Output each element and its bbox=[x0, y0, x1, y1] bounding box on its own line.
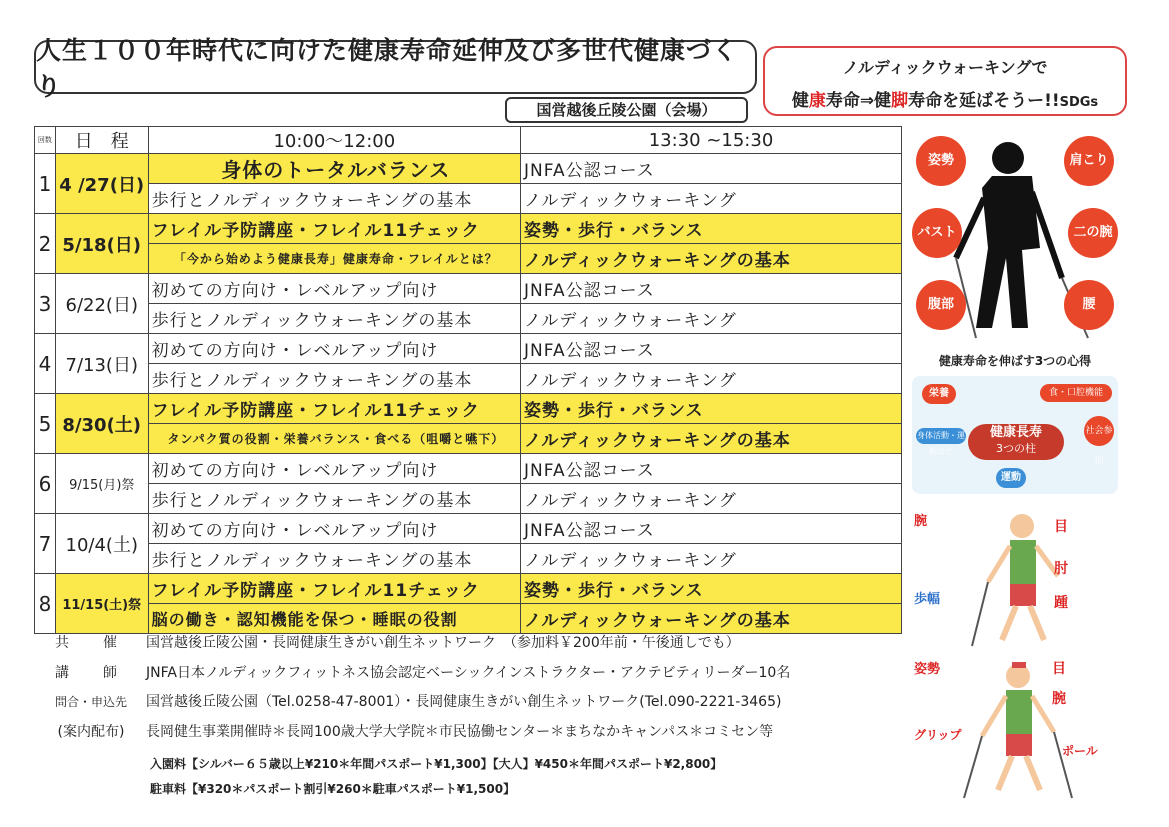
circle-waist: 腰 bbox=[1064, 280, 1114, 330]
row-num: 7 bbox=[35, 514, 56, 574]
row-num: 1 bbox=[35, 154, 56, 214]
circle-posture: 姿勢 bbox=[916, 136, 966, 186]
row-date: 4 /27(日) bbox=[55, 154, 148, 214]
row-pm-sub: ノルディックウォーキングの基本 bbox=[521, 604, 902, 634]
health-pillars-illustration bbox=[912, 376, 1118, 494]
row-am-title: 初めての方向け・レベルアップ向け bbox=[148, 514, 520, 544]
pillar-oral: 食・口腔機能 bbox=[1040, 384, 1112, 402]
row-pm-title: JNFA公認コース bbox=[521, 154, 902, 184]
venue-label: 国営越後丘陵公園（会場） bbox=[505, 97, 748, 123]
pillar-social: 社会参加 bbox=[1084, 416, 1114, 446]
table-row bbox=[35, 214, 902, 244]
schedule-table bbox=[34, 126, 902, 634]
table-row bbox=[35, 514, 902, 544]
row-date: 6/22(日) bbox=[55, 274, 148, 334]
pillar-nutrition: 栄養 bbox=[922, 384, 956, 404]
row-am-title: フレイル予防講座・フレイル11チェック bbox=[148, 574, 520, 604]
header-am: 10:00～12:00 bbox=[148, 127, 520, 154]
row-pm-sub: ノルディックウォーキング bbox=[521, 364, 902, 394]
walk1-stride: 歩幅 bbox=[914, 592, 941, 607]
table-row bbox=[35, 424, 902, 454]
circle-shoulder: 肩こり bbox=[1064, 136, 1114, 186]
table-row bbox=[35, 574, 902, 604]
row-date: 9/15(月)祭 bbox=[55, 454, 148, 514]
row-num: 4 bbox=[35, 334, 56, 394]
caption-three-tips: 健康寿命を伸ばす3つの心得 bbox=[938, 354, 1092, 368]
row-num: 6 bbox=[35, 454, 56, 514]
row-pm-title: JNFA公認コース bbox=[521, 334, 902, 364]
table-row bbox=[35, 544, 902, 574]
row-num: 2 bbox=[35, 214, 56, 274]
table-header bbox=[35, 127, 902, 154]
circle-upper-arm: 二の腕 bbox=[1068, 208, 1118, 258]
row-am-sub: 歩行とノルディックウォーキングの基本 bbox=[148, 484, 520, 514]
pillar-badge: 健康長寿 3つの柱 bbox=[968, 424, 1064, 460]
row-pm-title: JNFA公認コース bbox=[521, 274, 902, 304]
row-am-sub: タンパク質の役割・栄養バランス・食べる（咀嚼と嚥下） bbox=[148, 424, 520, 454]
table-row bbox=[35, 454, 902, 484]
row-am-title: 初めての方向け・レベルアップ向け bbox=[148, 454, 520, 484]
row-pm-title: 姿勢・歩行・バランス bbox=[521, 574, 902, 604]
info-distribution: (案内配布) 長岡健生事業開催時＊長岡100歳大学大学院＊市民協働センター＊まちなかキャンパス＊コミセン等 bbox=[57, 724, 774, 740]
row-am-title: フレイル予防講座・フレイル11チェック bbox=[148, 394, 520, 424]
walk2-arm: 腕 bbox=[1052, 691, 1066, 707]
row-am-sub: 「今から始めよう健康長寿」健康寿命・フレイルとは？ bbox=[148, 244, 520, 274]
walker-figure-icon bbox=[912, 506, 1118, 650]
table-row bbox=[35, 394, 902, 424]
row-pm-sub: ノルディックウォーキングの基本 bbox=[521, 424, 902, 454]
table-row bbox=[35, 154, 902, 184]
row-date: 8/30(土) bbox=[55, 394, 148, 454]
info-lecturer: 講 師 JNFA日本ノルディックフィットネス協会認定ベーシックインストラクター・アクテビティリーダー10名 bbox=[55, 665, 791, 681]
table-row bbox=[35, 304, 902, 334]
entry-fee: 入園料【シルバー６５歳以上¥210＊年間パスポート¥1,300】【大人】¥450＊年間パスポート¥2,800】 bbox=[150, 757, 723, 771]
row-date: 5/18(日) bbox=[55, 214, 148, 274]
header-num: 回数 bbox=[35, 127, 56, 154]
row-pm-sub: ノルディックウォーキングの基本 bbox=[521, 244, 902, 274]
walk2-pole: ポール bbox=[1062, 744, 1098, 758]
row-am-sub: 歩行とノルディックウォーキングの基本 bbox=[148, 544, 520, 574]
row-am-title: フレイル予防講座・フレイル11チェック bbox=[148, 214, 520, 244]
row-pm-title: JNFA公認コース bbox=[521, 514, 902, 544]
table-row bbox=[35, 604, 902, 634]
row-num: 5 bbox=[35, 394, 56, 454]
table-row bbox=[35, 484, 902, 514]
walk1-elbow: 肘 bbox=[1054, 561, 1068, 577]
pillar-exercise: 運動 bbox=[996, 468, 1026, 488]
row-pm-title: JNFA公認コース bbox=[521, 454, 902, 484]
row-date: 11/15(土)祭 bbox=[55, 574, 148, 634]
walking-form-illustration-1 bbox=[912, 506, 1118, 650]
silhouette-panel bbox=[912, 128, 1118, 348]
row-pm-title: 姿勢・歩行・バランス bbox=[521, 214, 902, 244]
info-contact: 問合・申込先 国営越後丘陵公園（Tel.0258-47-8001）・長岡健康生きがい創生ネットワーク(Tel.090-2221-3465) bbox=[54, 694, 782, 710]
table-row bbox=[35, 244, 902, 274]
walk1-arm: 腕 bbox=[914, 514, 928, 529]
row-pm-sub: ノルディックウォーキング bbox=[521, 544, 902, 574]
row-pm-sub: ノルディックウォーキング bbox=[521, 484, 902, 514]
row-am-sub: 脳の働き・認知機能を保つ・睡眠の役割 bbox=[148, 604, 520, 634]
row-pm-sub: ノルディックウォーキング bbox=[521, 304, 902, 334]
header-date: 日 程 bbox=[55, 127, 148, 154]
table-row bbox=[35, 334, 902, 364]
table-row bbox=[35, 184, 902, 214]
pillar-activity: 身体活動・運動など bbox=[916, 428, 966, 444]
row-num: 3 bbox=[35, 274, 56, 334]
row-pm-sub: ノルディックウォーキング bbox=[521, 184, 902, 214]
row-am-title: 初めての方向け・レベルアップ向け bbox=[148, 274, 520, 304]
promo-line1: ノルディックウォーキングで bbox=[842, 58, 1048, 77]
row-pm-title: 姿勢・歩行・バランス bbox=[521, 394, 902, 424]
walk2-eye: 目 bbox=[1052, 661, 1066, 677]
promo-line2: 健康寿命⇒健脚寿命を延ばそうー!!SDGs bbox=[791, 91, 1099, 111]
walk1-heel: 踵 bbox=[1054, 595, 1068, 611]
info-host: 共 催 国営越後丘陵公園・長岡健康生きがい創生ネットワーク （参加料￥200年前・午後通しでも） bbox=[55, 635, 740, 651]
row-date: 7/13(日) bbox=[55, 334, 148, 394]
walk2-grip: グリップ bbox=[914, 728, 962, 742]
circle-abdomen: 腹部 bbox=[916, 280, 966, 330]
walking-form-illustration-2 bbox=[912, 656, 1118, 800]
row-am-title: 身体のトータルバランス bbox=[148, 154, 520, 184]
parking-fee: 駐車料【¥320＊パスポート割引¥260＊駐車パスポート¥1,500】 bbox=[150, 782, 516, 796]
walk2-posture: 姿勢 bbox=[914, 662, 941, 677]
row-am-sub: 歩行とノルディックウォーキングの基本 bbox=[148, 304, 520, 334]
promo-box bbox=[763, 46, 1127, 116]
table-row bbox=[35, 274, 902, 304]
table-row bbox=[35, 364, 902, 394]
row-num: 8 bbox=[35, 574, 56, 634]
row-date: 10/4(土) bbox=[55, 514, 148, 574]
walk1-eye: 目 bbox=[1054, 519, 1068, 535]
circle-bust: バスト bbox=[912, 208, 962, 258]
row-am-sub: 歩行とノルディックウォーキングの基本 bbox=[148, 364, 520, 394]
row-am-sub: 歩行とノルディックウォーキングの基本 bbox=[148, 184, 520, 214]
page-title: 人生１００年時代に向けた健康寿命延伸及び多世代健康づくり bbox=[34, 40, 757, 94]
header-pm: 13:30 ~15:30 bbox=[521, 127, 902, 154]
row-am-title: 初めての方向け・レベルアップ向け bbox=[148, 334, 520, 364]
